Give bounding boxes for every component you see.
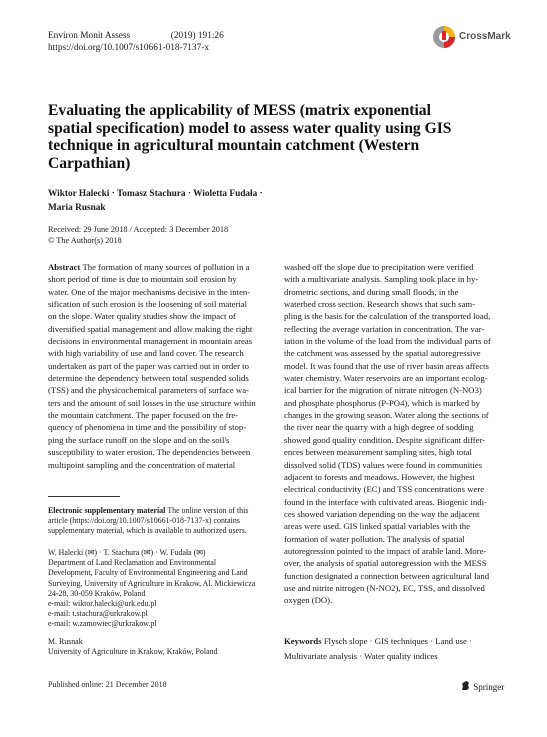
affiliation-line: 24-28, 30-059 Kraków, Poland (48, 588, 146, 598)
published-online: Published online: 21 December 2018 (48, 680, 167, 689)
body-line: ical barrier for the migration of nitrate nitrogen (N-NO3) (284, 385, 482, 396)
body-line: areas were used. GIS linked spatial variables with the (284, 521, 470, 532)
abstract-line: diversified spatial management and allow making the right (48, 323, 253, 334)
body-line: formation of water pollution. The analysis of spatial (284, 533, 465, 544)
body-line: drometric sections, and during small floods, in the (284, 286, 459, 297)
body-line: water chemistry. Water reservoirs are an important ecolog- (284, 373, 488, 384)
abstract-line: the mountain catchment. The paper focused on the fre- (48, 410, 239, 421)
crossmark-icon (432, 25, 456, 49)
copyright-line: © The Author(s) 2018 (48, 236, 122, 245)
body-line: the river near the quarry with a high degree of sodding (284, 422, 474, 433)
body-line: electrical conductivity (EC) and TSS concentrations were (284, 484, 485, 495)
author-line: Maria Rusnak (48, 203, 106, 213)
abstract (48, 261, 263, 471)
esm-note (48, 506, 263, 537)
body-line: adjacent to forests and meadows. However, the highest (284, 471, 475, 482)
abstract-line: susceptibility to water erosion. The dependencies between (48, 447, 251, 458)
article-title (48, 102, 478, 172)
author-list (48, 187, 328, 215)
body-line: autoregression pointed to the impact of arable land. More- (284, 545, 487, 556)
publisher-name: Springer (473, 682, 505, 692)
abstract-line: water. One of the major mechanisms decisive in the inten- (48, 286, 251, 297)
body-line: model. It was found that the use of river basin areas affects (284, 360, 489, 371)
affiliation-line: Surveying, University of Agriculture in Krakow, Al. Mickiewicza (48, 578, 256, 588)
body-line: over, the analysis of spatial autoregression with the MESS (284, 558, 487, 569)
affiliation-line: Development, Faculty of Environmental Engineering and Land (48, 568, 248, 578)
affiliation-line: University of Agriculture in Krakow, Kraków, Poland (48, 647, 218, 657)
title-line: Evaluating the applicability of MESS (matrix exponential (48, 102, 431, 119)
volume-info: (2019) 191:26 (170, 31, 224, 41)
esm-line: supplementary material, which is available to authorized users. (48, 526, 247, 536)
abstract-line: quency of phenomena in time and the possibility of stop- (48, 422, 247, 433)
abstract-line: ping the surface runoff on the slope and on the soil's (48, 434, 230, 445)
affiliation-line: Department of Land Reclamation and Environmental (48, 558, 217, 568)
body-line: pling is the basis for the calculation of the transported load, (284, 311, 491, 322)
email-link[interactable]: e-mail: t.stachura@urkrakow.pl (48, 609, 148, 619)
body-line: waterbed cross section. Research shows that such sam- (284, 299, 476, 310)
abstract-continued (284, 261, 498, 607)
abstract-line: (TSS) and the physicochemical parameters of surface wa- (48, 385, 249, 396)
body-line: showed good quality condition. Despite significant differ- (284, 434, 486, 445)
esm-label: Electronic supplementary material (48, 506, 166, 515)
body-line: found in the interface with cultivated areas. Biogenic indi- (284, 496, 487, 507)
abstract-line: sification of such erosion is the loosening of soil material (48, 299, 248, 310)
abstract-line: decisions in environmental management in mountain areas (48, 336, 253, 347)
esm-line[interactable]: article (https://doi.org/10.1007/s10661-018-7137-x) contains (48, 516, 240, 526)
title-line: technique in agricultural mountain catchment (Western (48, 137, 420, 155)
body-line: iation in the volume of the load from the individual parts of (284, 336, 491, 347)
body-line: washed off the slope due to precipitation were verified (284, 262, 474, 272)
journal-name: Environ Monit Assess (48, 31, 131, 41)
abstract-line: The formation of many sources of pollution in a (82, 262, 250, 272)
esm-line: The online version of this (167, 506, 249, 515)
body-line: dissolved solid (TDS) values were found in communities (284, 459, 483, 470)
crossmark-badge[interactable] (432, 25, 512, 49)
springer-horse-icon (460, 680, 471, 691)
abstract-line: on the slope. Water quality studies show the impact of (48, 311, 236, 322)
abstract-line: ters and the amount of soil losses in the use structure within (48, 397, 256, 408)
affiliation-block (48, 637, 263, 657)
body-line: and phosphate phosphorus (P-PO4), which is marked by (284, 397, 480, 408)
received-accepted: Received: 29 June 2018 / Accepted: 3 December 2018 (48, 225, 229, 234)
body-line: with a multivariate analysis. Sampling took place in hy- (284, 274, 479, 285)
keywords-label: Keywords (284, 636, 322, 646)
body-line: changes in the growing season. Water along the sections of (284, 410, 489, 421)
abstract-line: short period of time is due to mountain soil erosion by (48, 274, 237, 285)
body-line: function designated a connection between agricultural land (284, 570, 490, 581)
keywords-line: Flysch slope · GIS techniques · Land use · (323, 636, 472, 646)
title-line: Carpathian) (48, 154, 131, 172)
author-line: Wiktor Halecki · Tomasz Stachura · Wioletta Fudała · (48, 189, 263, 199)
body-line: ences between measurement sampling sites, high total (284, 447, 472, 458)
email-link[interactable]: e-mail: w.zamowiec@urkrakow.pl (48, 619, 157, 629)
crossmark-label: CrossMark (459, 31, 511, 42)
body-line: ces showed variation depending on the way the adjacent (284, 508, 480, 519)
body-line: oxygen (DO). (284, 595, 333, 606)
doi-link[interactable]: https://doi.org/10.1007/s10661-018-7137-x (48, 43, 209, 53)
affiliation-block (48, 548, 263, 630)
email-link[interactable]: e-mail: wiktor.halecki@urk.edu.pl (48, 599, 157, 609)
abstract-label: Abstract (48, 262, 81, 272)
keywords (284, 634, 498, 664)
affiliation-line: W. Halecki (✉) · T. Stachura (✉) · W. Fudała (✉) (48, 548, 206, 557)
affiliation-line: M. Rusnak (48, 637, 83, 646)
abstract-line: multipoint sampling and the concentration of material (48, 459, 236, 470)
body-line: reflecting the average variation in concentration. The var- (284, 323, 485, 334)
body-line: the catchment was assessed by the spatial autoregressive (284, 348, 481, 359)
abstract-line: with high variability of use and land cover. The research (48, 348, 244, 359)
body-line: use and nitrite nitrogen (N-NO2), EC, TSS, and dissolved (284, 582, 485, 593)
publisher-logo (460, 680, 504, 692)
abstract-line: determine the dependency between total suspended solids (48, 373, 249, 384)
footnote-rule (48, 496, 120, 497)
abstract-line: undertaken as part of the paper was carried out in order to (48, 360, 249, 371)
keywords-line: Multivariate analysis · Water quality indices (284, 651, 438, 661)
title-line: spatial specification) model to assess water quality using GIS (48, 119, 452, 137)
